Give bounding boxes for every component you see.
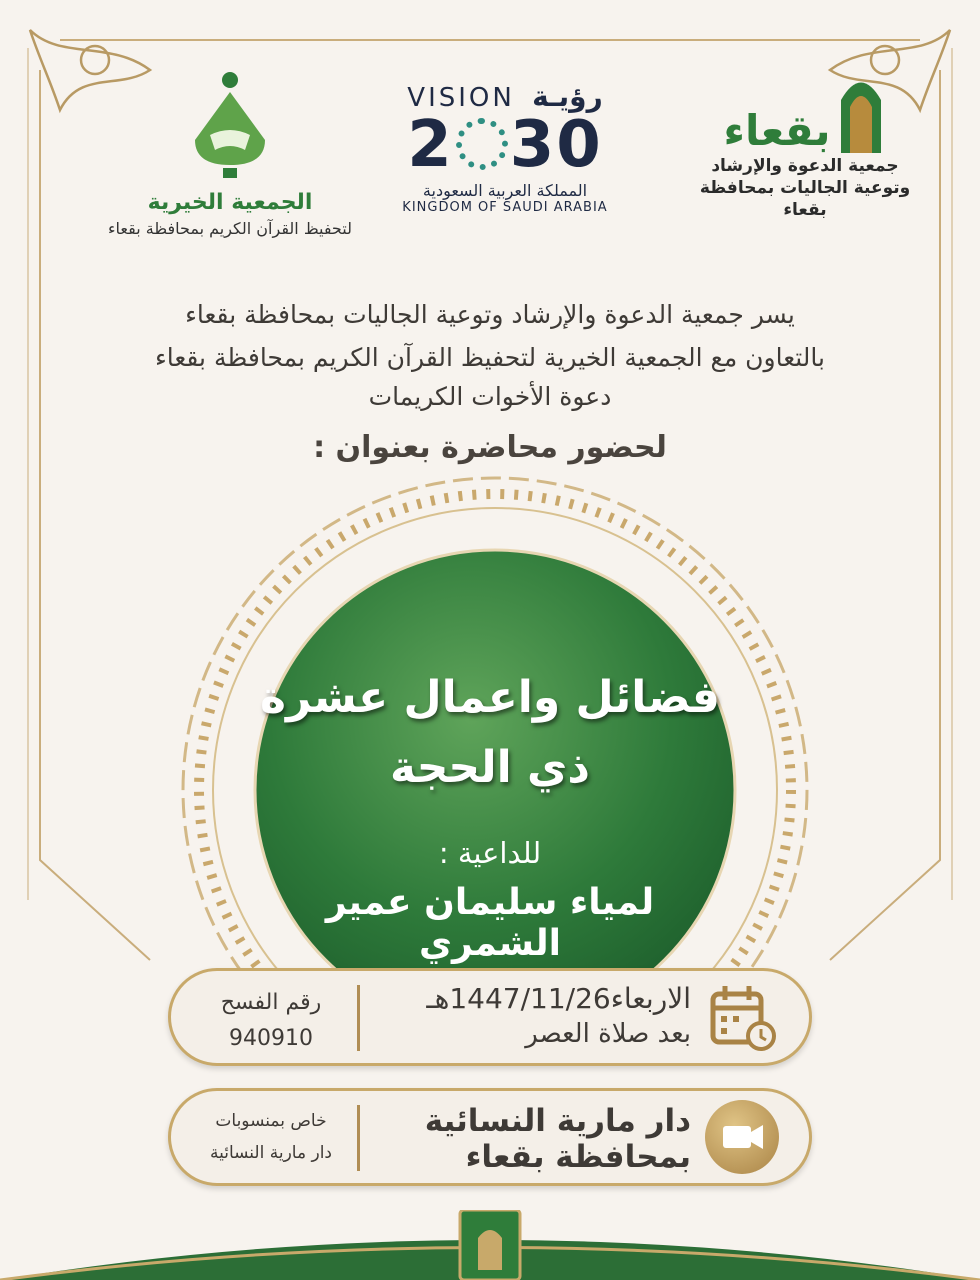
intro-line-2: بالتعاون مع الجمعية الخيرية لتحفيظ القرآن الكريم بمحافظة بقعاء — [154, 343, 826, 372]
intro-line-1: يسر جمعية الدعوة والإرشاد وتوعية الجاليات بمحافظة بقعاء — [185, 300, 795, 329]
dawah-line2: وتوعية الجاليات بمحافظة بقعاء — [699, 178, 911, 220]
permit-box — [191, 985, 351, 1057]
pill-divider — [357, 985, 360, 1051]
vision-emblem-icon — [456, 118, 508, 170]
dawah-brand: بقعاء — [723, 106, 831, 155]
quran-society-sub: لتحفيظ القرآن الكريم بمحافظة بقعاء — [108, 219, 352, 238]
location-main — [371, 1103, 691, 1175]
calendar-clock-icon — [705, 980, 779, 1054]
video-camera-icon — [705, 1100, 779, 1174]
location-line2: بمحافظة بقعاء — [465, 1139, 691, 1175]
speaker-name: لمياء سليمان عمير الشمري — [325, 882, 655, 964]
audience-box — [191, 1105, 351, 1169]
permit-value: 940910 — [229, 1026, 313, 1051]
audience-line1: خاص بمنسوبات — [215, 1111, 327, 1131]
intro-line-3: دعوة الأخوات الكريمات — [368, 382, 612, 411]
lecture-title-line1: فضائل واعمال عشرة — [260, 672, 720, 723]
vision-number-a: 2 — [407, 108, 454, 182]
vision-2030-logo — [390, 80, 620, 215]
vision-number-b: 30 — [509, 108, 603, 182]
dawah-line1: جمعية الدعوة والإرشاد — [711, 156, 899, 176]
vision-ar: رؤيـة — [532, 80, 603, 113]
schedule-date: الاربعاء1447/11/26هـ — [426, 982, 691, 1015]
quran-society-logo — [90, 70, 370, 238]
kingdom-ar: المملكة العربية السعودية — [422, 181, 588, 200]
kingdom-en: KINGDOM OF SAUDI ARABIA — [402, 200, 608, 215]
schedule-card — [168, 968, 812, 1066]
speaker-label: للداعية : — [438, 836, 542, 870]
mosque-door-icon — [836, 65, 886, 155]
permit-label: رقم الفسح — [220, 990, 322, 1015]
bottom-decoration — [0, 1210, 980, 1280]
lecture-title-line2: ذي الحجة — [390, 742, 590, 793]
location-line1: دار مارية النسائية — [424, 1103, 691, 1139]
pill-divider — [357, 1105, 360, 1171]
audience-line2: دار مارية النسائية — [209, 1143, 332, 1163]
schedule-time: بعد صلاة العصر — [525, 1019, 691, 1049]
quran-society-name: الجمعية الخيرية — [147, 190, 313, 215]
intro-line-4: لحضور محاضرة بعنوان : — [313, 430, 667, 465]
dawah-society-logo — [680, 65, 930, 221]
schedule-main — [371, 981, 691, 1051]
vision-number — [390, 108, 620, 182]
location-card — [168, 1088, 812, 1186]
quran-book-icon — [185, 70, 275, 180]
vision-en: VISION — [407, 83, 515, 113]
